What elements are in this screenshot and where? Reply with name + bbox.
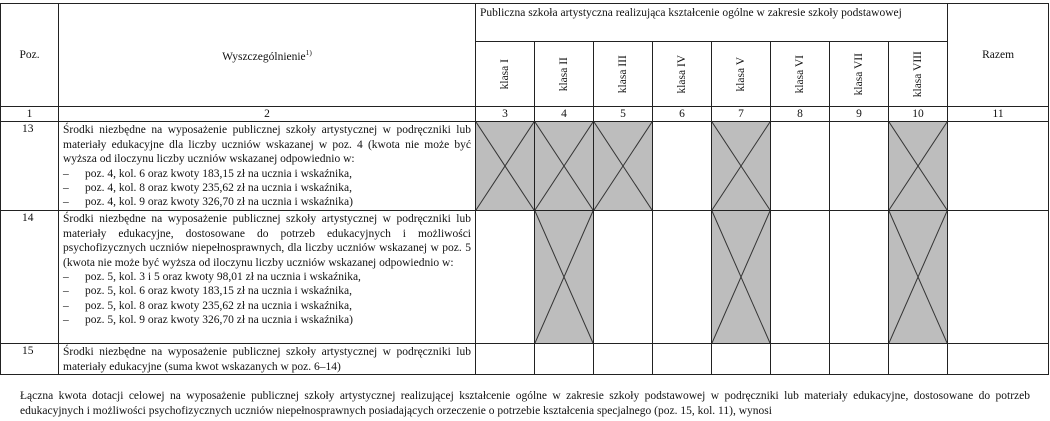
cross-mark-icon <box>594 122 652 210</box>
header-poz: Poz. <box>1 4 59 107</box>
empty-cell <box>476 211 535 344</box>
column-number: 3 <box>476 107 535 122</box>
row-description <box>59 344 476 375</box>
row-bullet: – poz. 4, kol. 8 oraz kwoty 235,62 zł na ucznia i wskaźnika, <box>63 181 471 195</box>
row-bullet: – poz. 5, kol. 3 i 5 oraz kwoty 98,01 zł na ucznia i wskaźnika, <box>63 270 471 284</box>
crossed-cell <box>594 122 653 211</box>
column-number: 9 <box>830 107 889 122</box>
header-class-7: klasa VII <box>830 42 889 107</box>
empty-cell <box>653 122 712 211</box>
header-class-2: klasa II <box>535 42 594 107</box>
crossed-cell <box>889 122 948 211</box>
row-bullet: – poz. 5, kol. 6 oraz kwoty 183,15 zł na ucznia i wskaźnika, <box>63 284 471 298</box>
column-number: 7 <box>712 107 771 122</box>
column-number: 5 <box>594 107 653 122</box>
crossed-cell <box>712 211 771 344</box>
empty-cell <box>653 344 712 375</box>
row-description-text: Środki niezbędne na wyposażenie publicznej szkoły artystycznej w podręczniki lub materiały edukacyjne dla liczby uczniów wskazanej w poz. 4 (kwota nie może być wyższa od iloczynu liczby uczniów wskazanej odpowiednio w: <box>63 124 471 166</box>
header-class-1: klasa I <box>476 42 535 107</box>
empty-cell <box>771 122 830 211</box>
crossed-cell <box>476 122 535 211</box>
crossed-cell <box>535 211 594 344</box>
header-class-6: klasa VI <box>771 42 830 107</box>
cross-mark-icon <box>476 122 534 210</box>
empty-cell <box>653 211 712 344</box>
header-razem: Razem <box>948 4 1049 107</box>
column-number-row <box>1 107 1049 122</box>
empty-cell <box>594 211 653 344</box>
table-row <box>1 344 1049 375</box>
header-class-8: klasa VIII <box>889 42 948 107</box>
empty-cell <box>476 344 535 375</box>
header-class-4: klasa IV <box>653 42 712 107</box>
row-description <box>59 211 476 344</box>
column-number: 1 <box>1 107 59 122</box>
cross-mark-icon <box>712 211 770 343</box>
row-poz: 13 <box>1 122 59 211</box>
column-number: 2 <box>59 107 476 122</box>
row-bullet: – poz. 5, kol. 9 oraz kwoty 326,70 zł na ucznia i wskaźnika) <box>63 313 471 327</box>
row-bullet: – poz. 4, kol. 6 oraz kwoty 183,15 zł na ucznia i wskaźnika, <box>63 167 471 181</box>
table-row <box>1 211 1049 344</box>
column-number: 8 <box>771 107 830 122</box>
cross-mark-icon <box>535 122 593 210</box>
empty-cell <box>830 122 889 211</box>
row-poz: 15 <box>1 344 59 375</box>
row-description-text: Środki niezbędne na wyposażenie publicznej szkoły artystycznej w podręczniki lub materiały edukacyjne (suma kwot wskazanych w poz. 6–14) <box>63 346 471 373</box>
row-poz: 14 <box>1 211 59 344</box>
empty-cell <box>771 344 830 375</box>
row-bullet: – poz. 4, kol. 9 oraz kwoty 326,70 zł na ucznia i wskaźnika) <box>63 195 471 209</box>
table-body <box>1 122 1049 375</box>
row-description-text: Środki niezbędne na wyposażenie publicznej szkoły artystycznej w podręczniki lub materiały edukacyjne, dostosowane do potrzeb edukacyjnych i możliwości psychofizycznych uczniów niepełnosprawnych, dla liczby uczniów wskazanej w poz. 5 (kwota nie może być wyższa od iloczynu liczby uczniów wskazanej odpowiednio w: <box>63 213 471 269</box>
empty-cell <box>830 344 889 375</box>
cross-mark-icon <box>712 122 770 210</box>
header-class-3: klasa III <box>594 42 653 107</box>
empty-cell <box>948 211 1049 344</box>
empty-cell <box>948 344 1049 375</box>
cross-mark-icon <box>889 211 947 343</box>
empty-cell <box>535 344 594 375</box>
cross-mark-icon <box>535 211 593 343</box>
footnote-marker: 1) <box>305 47 312 57</box>
empty-cell <box>889 344 948 375</box>
header-school: Publiczna szkoła artystyczna realizująca kształcenie ogólne w zakresie szkoły podstawowej <box>476 4 948 42</box>
grant-table <box>0 3 1049 375</box>
header-class-5: klasa V <box>712 42 771 107</box>
header-wyszczegolnienie <box>59 4 476 107</box>
column-number: 6 <box>653 107 712 122</box>
column-number: 11 <box>948 107 1049 122</box>
header-row-1 <box>1 4 1049 42</box>
empty-cell <box>830 211 889 344</box>
crossed-cell <box>712 122 771 211</box>
empty-cell <box>948 122 1049 211</box>
empty-cell <box>594 344 653 375</box>
row-bullet: – poz. 5, kol. 8 oraz kwoty 235,62 zł na ucznia i wskaźnika, <box>63 299 471 313</box>
column-number: 4 <box>535 107 594 122</box>
table-row <box>1 122 1049 211</box>
empty-cell <box>771 211 830 344</box>
crossed-cell <box>889 211 948 344</box>
crossed-cell <box>535 122 594 211</box>
empty-cell <box>712 344 771 375</box>
column-number: 10 <box>889 107 948 122</box>
row-description <box>59 122 476 211</box>
cross-mark-icon <box>889 122 947 210</box>
summary-text: Łączna kwota dotacji celowej na wyposażenie publicznej szkoły artystycznej realizującej kształcenie ogólne w zakresie szkoły podstawowej w podręczniki lub materiały edukacyjne, dostosowane do potrzeb edukacyjnych i możliwości psychofizycznych uczniów niepełnosprawnych posiadających orzeczenie o potrzebie kształcenia specjalnego (poz. 15, kol. 11), wynosi <box>20 390 1030 417</box>
header-wyszczegolnienie-label: Wyszczególnienie <box>222 50 306 63</box>
